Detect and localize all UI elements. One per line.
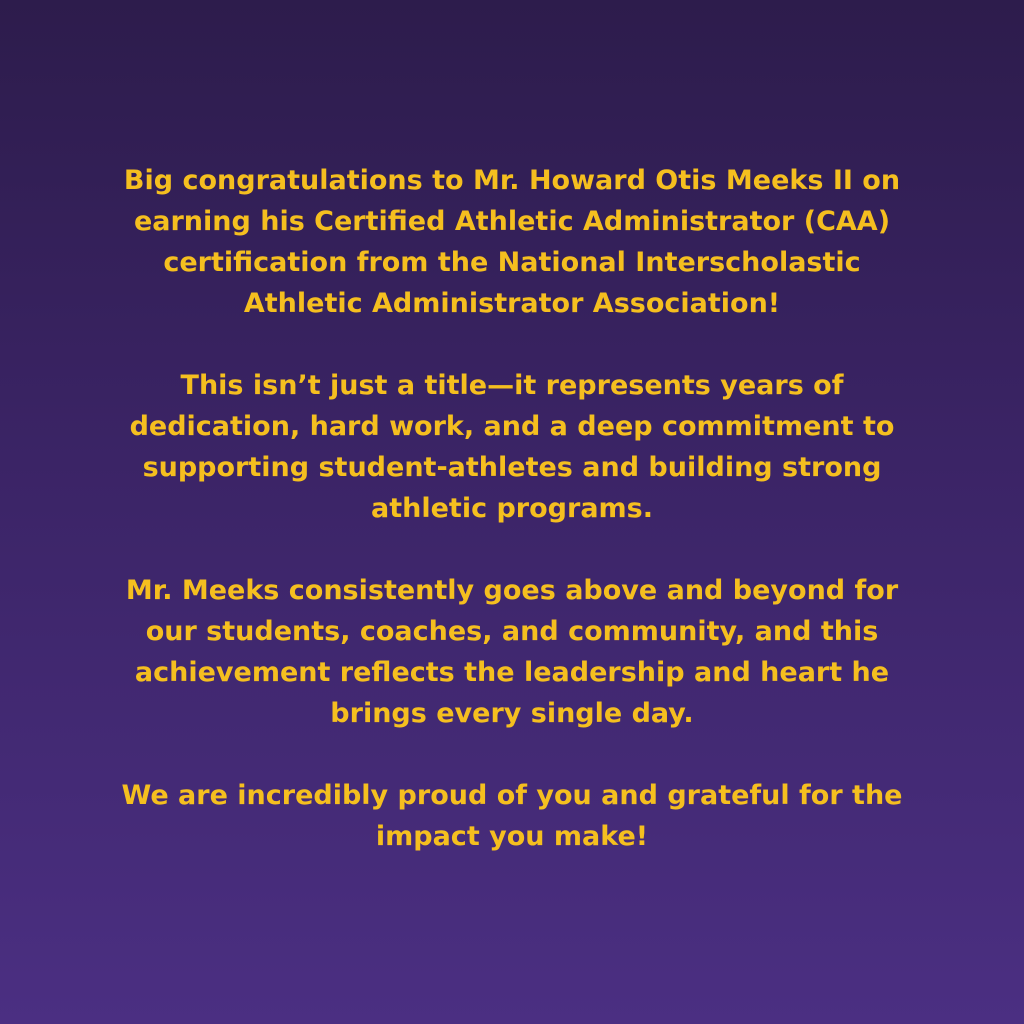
text-line: Athletic Administrator Association! <box>243 288 781 319</box>
text-line: our students, coaches, and community, and this <box>145 616 879 647</box>
text-line: Big congratulations to Mr. Howard Otis Meeks II on <box>123 165 901 196</box>
text-line: We are incredibly proud of you and grateful for the <box>121 780 903 811</box>
text-line: impact you make! <box>375 821 649 852</box>
closing-paragraph <box>70 775 954 857</box>
congratulations-paragraph <box>70 160 954 324</box>
text-line: earning his Certified Athletic Administrator (CAA) <box>133 206 891 237</box>
text-line: dedication, hard work, and a deep commitment to <box>129 411 895 442</box>
congratulations-message <box>70 160 954 857</box>
text-line: Mr. Meeks consistently goes above and beyond for <box>125 575 899 606</box>
text-line: athletic programs. <box>371 493 653 524</box>
text-line: This isn’t just a title—it represents years of <box>180 370 844 401</box>
text-line: brings every single day. <box>330 698 694 729</box>
significance-paragraph <box>70 365 954 529</box>
praise-paragraph <box>70 570 954 734</box>
text-line: supporting student-athletes and building strong <box>142 452 882 483</box>
text-line: certification from the National Interscholastic <box>163 247 861 278</box>
text-line: achievement reflects the leadership and heart he <box>134 657 890 688</box>
